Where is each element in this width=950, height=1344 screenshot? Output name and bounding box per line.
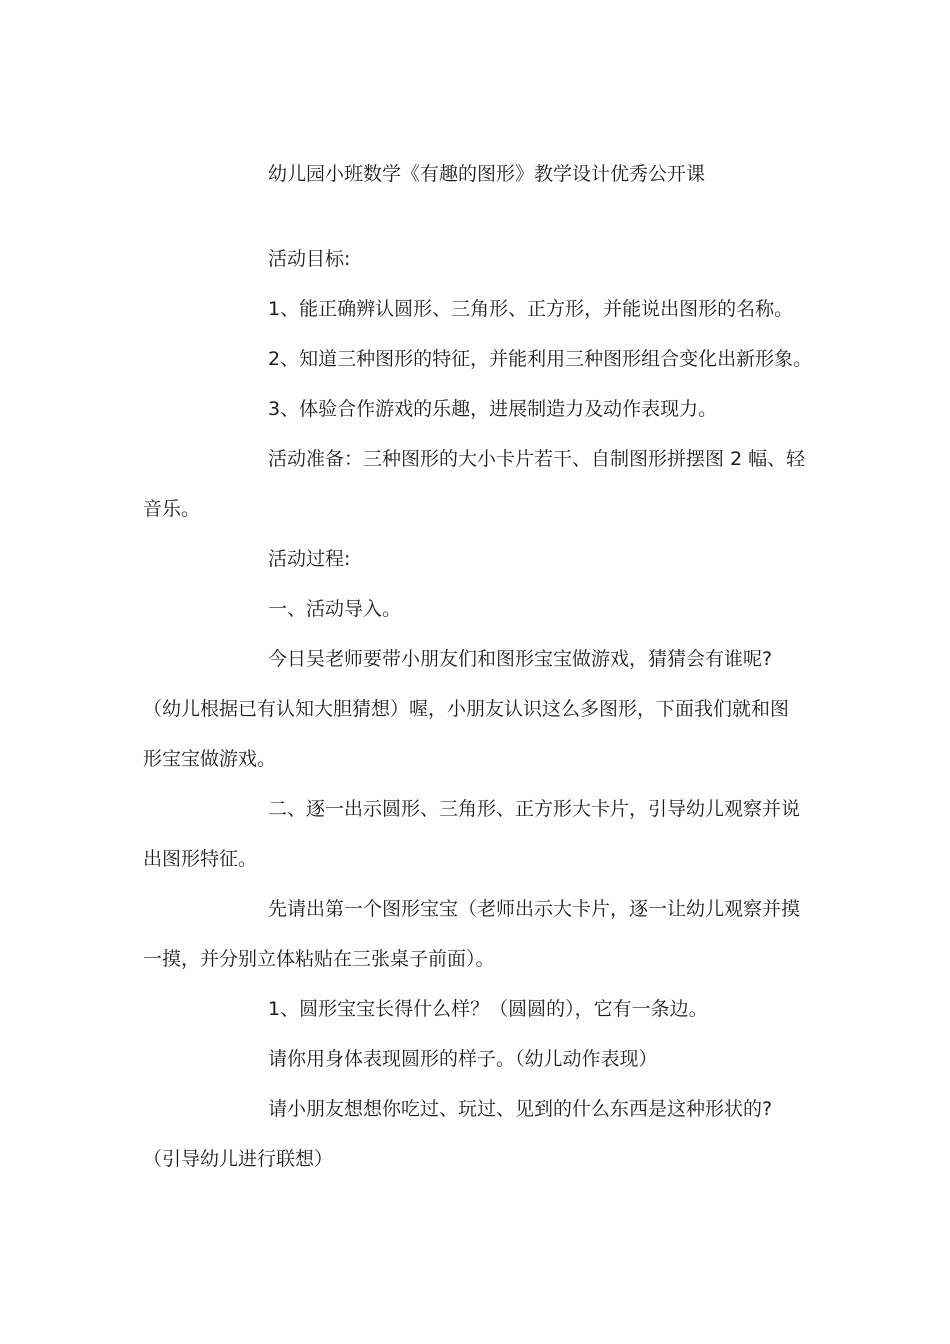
section-heading-process: 活动过程: — [268, 548, 351, 570]
objective-1: 1、能正确辨认圆形、三角形、正方形，并能说出图形的名称。 — [268, 298, 794, 320]
process-step-1-text-line-3: 形宝宝做游戏。 — [143, 748, 277, 770]
document-title: 幼儿园小班数学《有趣的图形》教学设计优秀公开课 — [268, 163, 706, 185]
document-body — [143, 234, 813, 1184]
circle-item-2: 请你用身体表现圆形的样子。（幼儿动作表现） — [268, 1048, 658, 1070]
circle-item-3-line-1: 请小朋友想想你吃过、玩过、见到的什么东西是这种形状的? — [268, 1098, 773, 1120]
preparation-line-2: 音乐。 — [143, 498, 201, 520]
objective-3: 3、体验合作游戏的乐趣，进展制造力及动作表现力。 — [268, 398, 718, 420]
process-step-1-text-line-1: 今日吴老师要带小朋友们和图形宝宝做游戏，猜猜会有谁呢? — [268, 648, 773, 670]
process-step-2-text-line-1: 先请出第一个图形宝宝（老师出示大卡片，逐一让幼儿观察并摸 — [268, 898, 801, 920]
circle-item-1: 1、圆形宝宝长得什么样？（圆圆的），它有一条边。 — [268, 998, 708, 1020]
section-heading-objectives: 活动目标: — [268, 248, 351, 270]
process-step-1-text-line-2: （幼儿根据已有认知大胆猜想）喔，小朋友认识这么多图形，下面我们就和图 — [143, 698, 790, 720]
process-step-2-heading-line-1: 二、逐一出示圆形、三角形、正方形大卡片，引导幼儿观察并说 — [268, 798, 801, 820]
circle-item-3-line-2: （引导幼儿进行联想） — [143, 1148, 334, 1170]
process-step-2-text-line-2: 一摸，并分别立体粘贴在三张桌子前面）。 — [143, 948, 495, 970]
process-step-1-heading: 一、活动导入。 — [268, 598, 402, 620]
process-step-2-heading-line-2: 出图形特征。 — [143, 848, 258, 870]
preparation-line-1: 活动准备：三种图形的大小卡片若干、自制图形拼摆图 2 幅、轻 — [268, 448, 806, 470]
objective-2: 2、知道三种图形的特征，并能利用三种图形组合变化出新形象。 — [268, 348, 813, 370]
